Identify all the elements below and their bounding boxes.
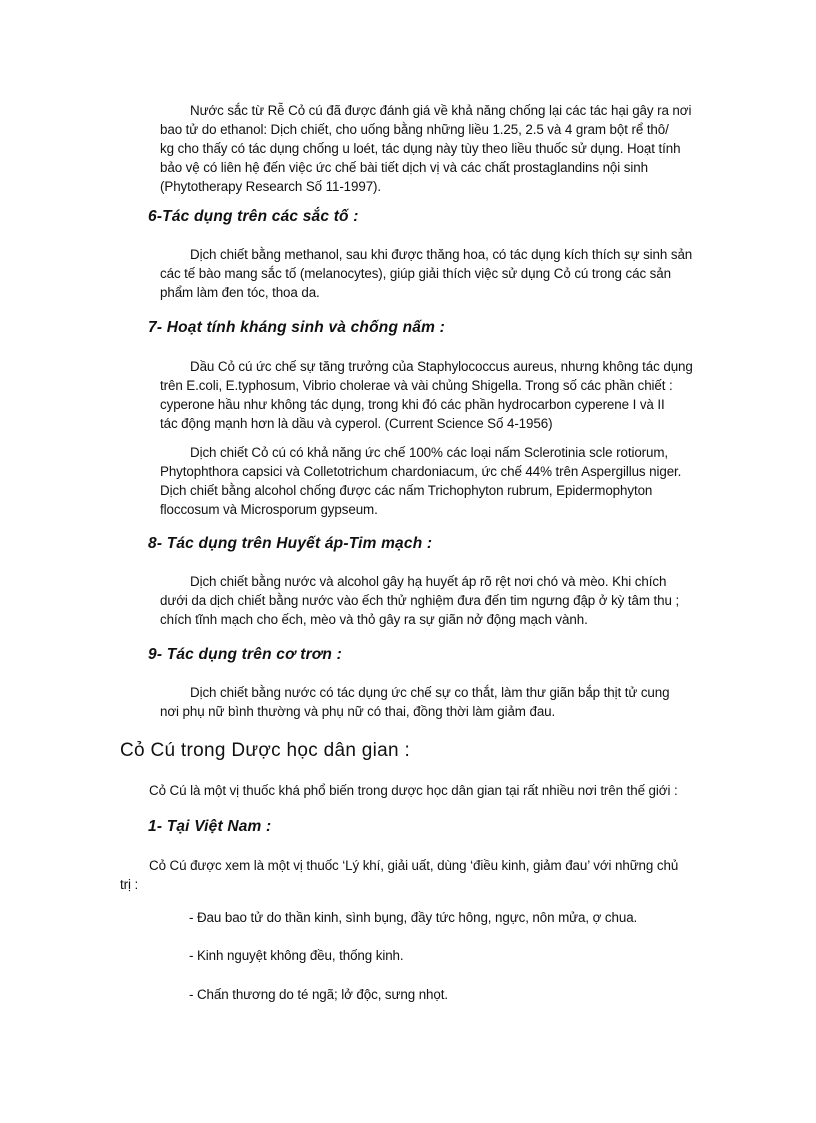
section-7-heading: 7- Hoạt tính kháng sinh và chống nấm : (148, 319, 445, 336)
section-6-paragraph (160, 245, 692, 302)
section-9-line: Dịch chiết bằng nước có tác dụng ức chế sự co thắt, làm thư giãn bắp thịt tử cung (190, 685, 670, 700)
section-8-paragraph (160, 572, 679, 629)
section-7-paragraph-1 (160, 357, 693, 433)
vietnam-paragraph (120, 856, 678, 894)
folk-intro-line: Cỏ Cú là một vị thuốc khá phổ biến trong dược học dân gian tại rất nhiều nơi trên thế giới : (149, 783, 678, 798)
section-7-line: Dịch chiết bằng alcohol chống được các nấm Trichophyton rubrum, Epidermophyton (160, 483, 653, 498)
section-6-heading: 6-Tác dụng trên các sắc tố : (148, 208, 359, 225)
section-6-line: Dịch chiết bằng methanol, sau khi được thăng hoa, có tác dụng kích thích sự sinh sản (190, 247, 693, 262)
section-7-line: trên E.coli, E.typhosum, Vibrio cholerae và vài chủng Shigella. Trong số các phần chiết : (160, 378, 673, 393)
intro-line: kg cho thấy có tác dụng chống u loét, tác dụng này tùy theo liều thuốc sử dụng. Hoạt tính (160, 141, 681, 156)
vietnam-list-item: - Chấn thương do té ngã; lở độc, sưng nhọt. (189, 987, 448, 1002)
section-7-paragraph-2 (160, 443, 681, 519)
vietnam-line: trị : (120, 877, 139, 892)
section-8-heading: 8- Tác dụng trên Huyết áp-Tim mạch : (148, 535, 433, 552)
vietnam-heading: 1- Tại Việt Nam : (148, 818, 272, 835)
section-7-line: Dịch chiết Cỏ cú có khả năng ức chế 100% các loại nấm Sclerotinia scle rotiorum, (190, 445, 669, 460)
intro-paragraph (160, 101, 691, 196)
section-9-line: nơi phụ nữ bình thường và phụ nữ có thai, đồng thời làm giảm đau. (160, 704, 556, 719)
intro-line: bảo vệ có liên hệ đến việc ức chế bài tiết dịch vị và các chất prostaglandins nội sinh (160, 160, 648, 175)
section-9-paragraph (160, 683, 669, 721)
section-8-line: chích tĩnh mạch cho ếch, mèo và thỏ gây ra sự giãn nở động mạch vành. (160, 612, 588, 627)
vietnam-list-item: - Đau bao tử do thần kinh, sình bụng, đầy tức hông, ngực, nôn mửa, ợ chua. (189, 910, 638, 925)
section-7-line: tác động mạnh hơn là dầu và cyperol. (Current Science Số 4-1956) (160, 416, 553, 431)
intro-line: (Phytotherapy Research Số 11-1997). (160, 179, 382, 194)
section-7-line: Dầu Cỏ cú ức chế sự tăng trưởng của Staphylococcus aureus, nhưng không tác dụng (190, 359, 693, 374)
section-7-line: Phytophthora capsici và Colletotrichum chardoniacum, ức chế 44% trên Aspergillus niger. (160, 464, 682, 479)
vietnam-list-item: - Kinh nguyệt không đều, thống kinh. (189, 948, 404, 963)
section-9-heading: 9- Tác dụng trên cơ trơn : (148, 646, 342, 663)
section-7-line: cyperone hầu như không tác dụng, trong khi đó các phần hydrocarbon cyperene I và II (160, 397, 665, 412)
section-7-line: floccosum và Microsporum gypseum. (160, 502, 378, 517)
section-8-line: Dịch chiết bằng nước và alcohol gây hạ huyết áp rõ rệt nơi chó và mèo. Khi chích (190, 574, 667, 589)
folk-medicine-heading: Cỏ Cú trong Dược học dân gian : (120, 740, 411, 761)
section-6-line: phẩm làm đen tóc, thoa da. (160, 285, 320, 300)
section-8-line: dưới da dịch chiết bằng nước vào ếch thử nghiệm đưa đến tim ngưng đập ở kỳ tâm thu ; (160, 593, 680, 608)
intro-line: Nước sắc từ Rễ Cỏ cú đã được đánh giá về khả năng chống lại các tác hại gây ra nơi (190, 103, 692, 118)
vietnam-line: Cỏ Cú được xem là một vị thuốc ‘Lý khí, giải uất, dùng ‘điều kinh, giảm đau’ với những chủ (149, 858, 679, 873)
intro-line: bao tử do ethanol: Dịch chiết, cho uống bằng những liều 1.25, 2.5 và 4 gram bột rể thô/ (160, 122, 669, 137)
section-6-line: các tế bào mang sắc tố (melanocytes), giúp giải thích việc sử dụng Cỏ cú trong các sản (160, 266, 671, 281)
